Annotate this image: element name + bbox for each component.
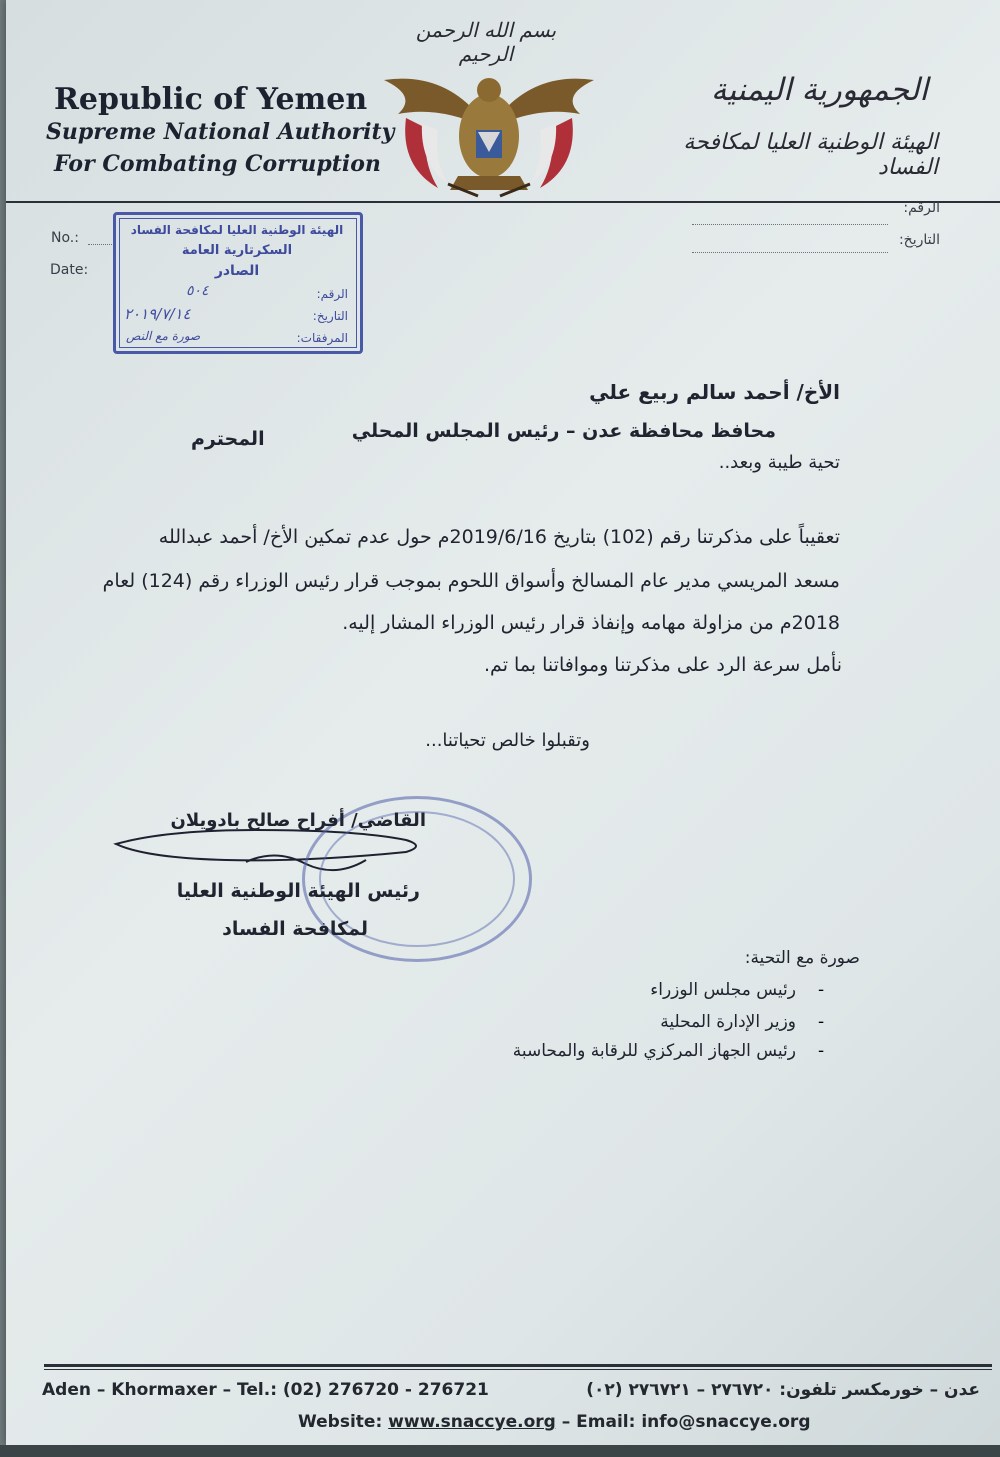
recipient-title: محافظ محافظة عدن – رئيس المجلس المحلي	[351, 420, 776, 442]
cc-item-1: رئيس مجلس الوزراء	[650, 980, 796, 1000]
recipient-name: الأخ/ أحمد سالم ربيع علي	[589, 380, 840, 404]
ar-no-label: الرقم:	[903, 200, 940, 216]
outgoing-stamp	[113, 212, 363, 354]
paragraph-line-2: مسعد المريسي مدير عام المسالخ وأسواق اللحوم بموجب قرار رئيس الوزراء رقم (124) لعام	[102, 570, 840, 592]
yemen-eagle-emblem-icon	[378, 66, 600, 198]
footer-rule-top	[44, 1364, 992, 1367]
header-en-line3: For Combating Corruption	[54, 151, 381, 177]
email-label: – Email:	[561, 1412, 636, 1432]
stamp-line1: الهيئة الوطنية العليا لمكافحة الفساد	[130, 223, 344, 237]
stamp-attach-value: صورة مع النص	[126, 329, 201, 343]
background-edge	[0, 1445, 1000, 1457]
ar-no-dotted-line	[692, 224, 888, 225]
paragraph-line-4: نأمل سرعة الرد على مذكرتنا وموافاتنا بما تم.	[484, 654, 842, 676]
basmala: بسم الله الرحمن الرحيم	[415, 18, 557, 66]
header-ar-line1: الجمهورية اليمنية	[710, 72, 928, 108]
cc-dash-3: -	[818, 1041, 825, 1061]
footer-en-address: Aden – Khormaxer – Tel.: (02) 276720 - 276721	[42, 1380, 489, 1400]
signer-title-2: لمكافحة الفساد	[222, 918, 368, 940]
footer-website-row	[298, 1412, 810, 1432]
stamp-line2: السكرتارية العامة	[181, 243, 293, 258]
signer-title-1: رئيس الهيئة الوطنية العليا	[176, 880, 420, 902]
paragraph-line-3: 2018م من مزاولة مهامه وإنفاذ قرار رئيس الوزراء المشار إليه.	[342, 612, 840, 634]
closing: وتقبلوا خالص تحياتنا...	[425, 730, 590, 751]
cc-dash-2: -	[818, 1012, 825, 1032]
email-link[interactable]: info@snaccye.org	[641, 1412, 811, 1432]
cc-item-2: وزير الإدارة المحلية	[660, 1012, 796, 1032]
header-rule	[6, 201, 1000, 203]
ar-date-label: التاريخ:	[898, 232, 940, 248]
cc-item-3: رئيس الجهاز المركزي للرقابة والمحاسبة	[512, 1041, 796, 1061]
stamp-date-value: ٢٠١٩/٧/١٤	[124, 305, 191, 323]
cc-dash-1: -	[818, 980, 825, 1000]
signer-name: القاضي/ أفراح صالح بادويلان	[170, 810, 426, 831]
letter-page	[6, 0, 1000, 1445]
website-label: Website:	[298, 1412, 383, 1432]
stamp-date-label: التاريخ:	[312, 309, 348, 323]
header-ar-line2: الهيئة الوطنية العليا لمكافحة الفساد	[683, 130, 938, 180]
no-dotted-line	[88, 244, 114, 245]
website-link[interactable]: www.snaccye.org	[388, 1412, 556, 1432]
date-label: Date:	[50, 262, 89, 278]
cc-heading: صورة مع التحية:	[744, 948, 860, 968]
stamp-line3: الصادر	[214, 263, 260, 279]
footer-rule-bottom	[44, 1369, 992, 1370]
greeting: تحية طيبة وبعد..	[718, 452, 840, 473]
no-label: No.:	[51, 230, 79, 246]
stamp-attach-label: المرفقات:	[296, 331, 348, 345]
stamp-num-label: الرقم:	[316, 287, 348, 301]
ar-date-dotted-line	[692, 252, 888, 253]
honorific: المحترم	[191, 428, 265, 450]
stamp-num-value: ٥٠٤	[186, 283, 209, 299]
header-en-line2: Supreme National Authority	[46, 119, 395, 145]
footer-ar-address: عدن – خورمكسر تلفون: ٢٧٦٧٢٠ – ٢٧٦٧٢١ (٠٢)	[586, 1380, 980, 1400]
paragraph-line-1: تعقيباً على مذكرتنا رقم (102) بتاريخ 2019/6/16م حول عدم تمكين الأخ/ أحمد عبدالله	[158, 526, 840, 548]
header-en-line1: Republic of Yemen	[54, 82, 368, 117]
